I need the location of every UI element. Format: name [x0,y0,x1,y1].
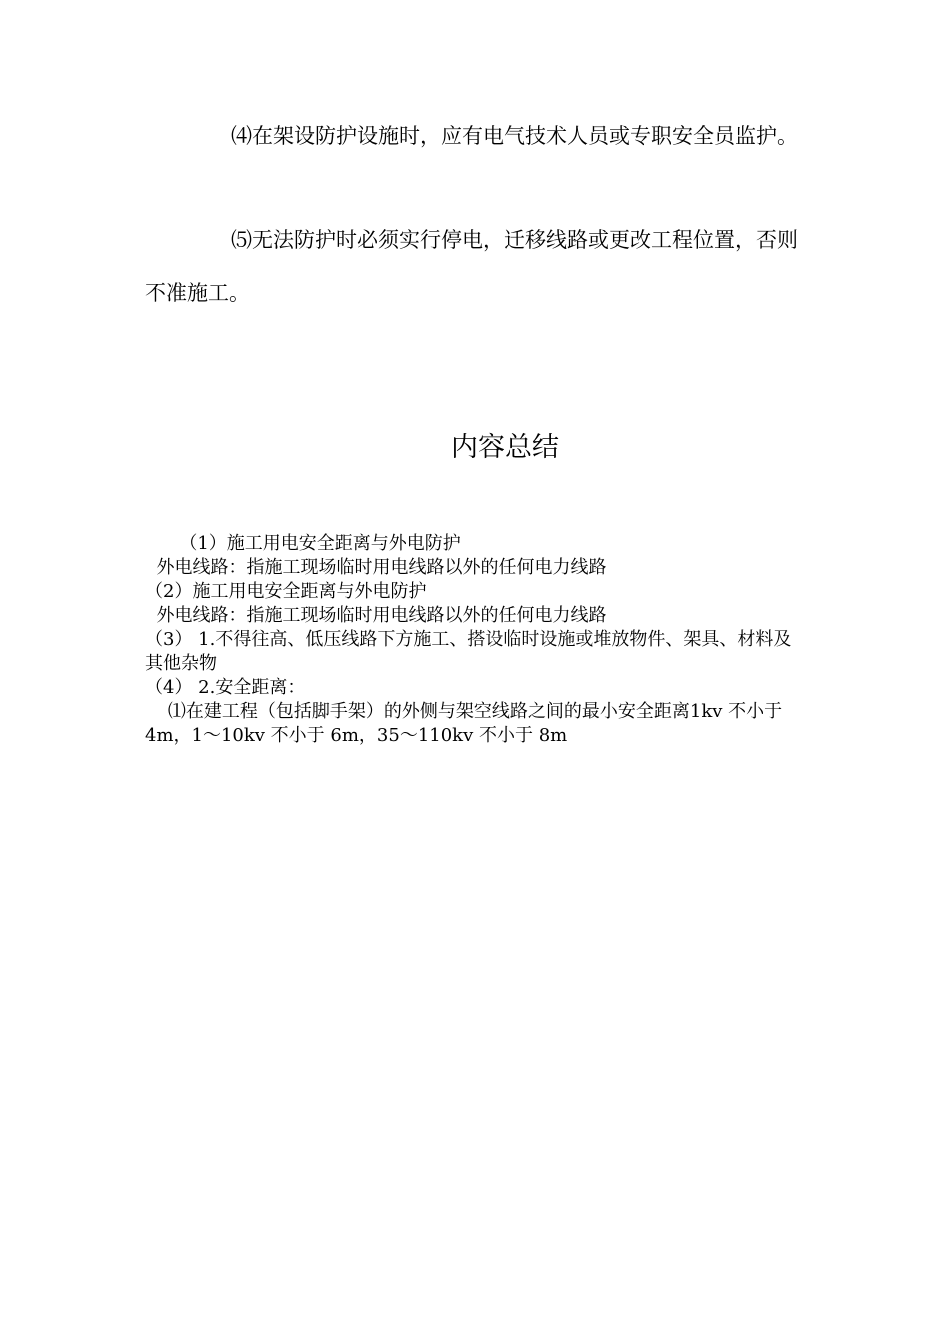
paragraph-power-off [145,214,805,320]
summary-line: （2）施工用电安全距离与外电防护 [145,581,427,602]
summary-line: ⑴在建工程（包括脚手架）的外侧与架空线路之间的最小安全距离1kv 不小于 4m，1～10kv 不小于 6m，35～110kv 不小于 8m [145,701,788,746]
summary-line: （4） 2.安全距离： [145,677,306,698]
paragraph-supervision [145,110,805,163]
summary-line: （3） 1.不得往高、低压线路下方施工、搭设临时设施或堆放物件、架具、材料及其他杂物 [145,629,792,674]
summary-line: 外电线路：指施工现场临时用电线路以外的任何电力线路 [145,605,607,626]
paragraph-text: ⑸无法防护时必须实行停电，迁移线路或更改工程位置，否则不准施工。 [145,228,798,305]
summary-line: （1）施工用电安全距离与外电防护 [145,533,461,554]
paragraph-text: ⑷在架设防护设施时，应有电气技术人员或专职安全员监护。 [231,124,798,148]
summary-line: 外电线路：指施工现场临时用电线路以外的任何电力线路 [145,557,607,578]
summary-body [145,532,805,748]
summary-title: 内容总结 [451,432,559,463]
